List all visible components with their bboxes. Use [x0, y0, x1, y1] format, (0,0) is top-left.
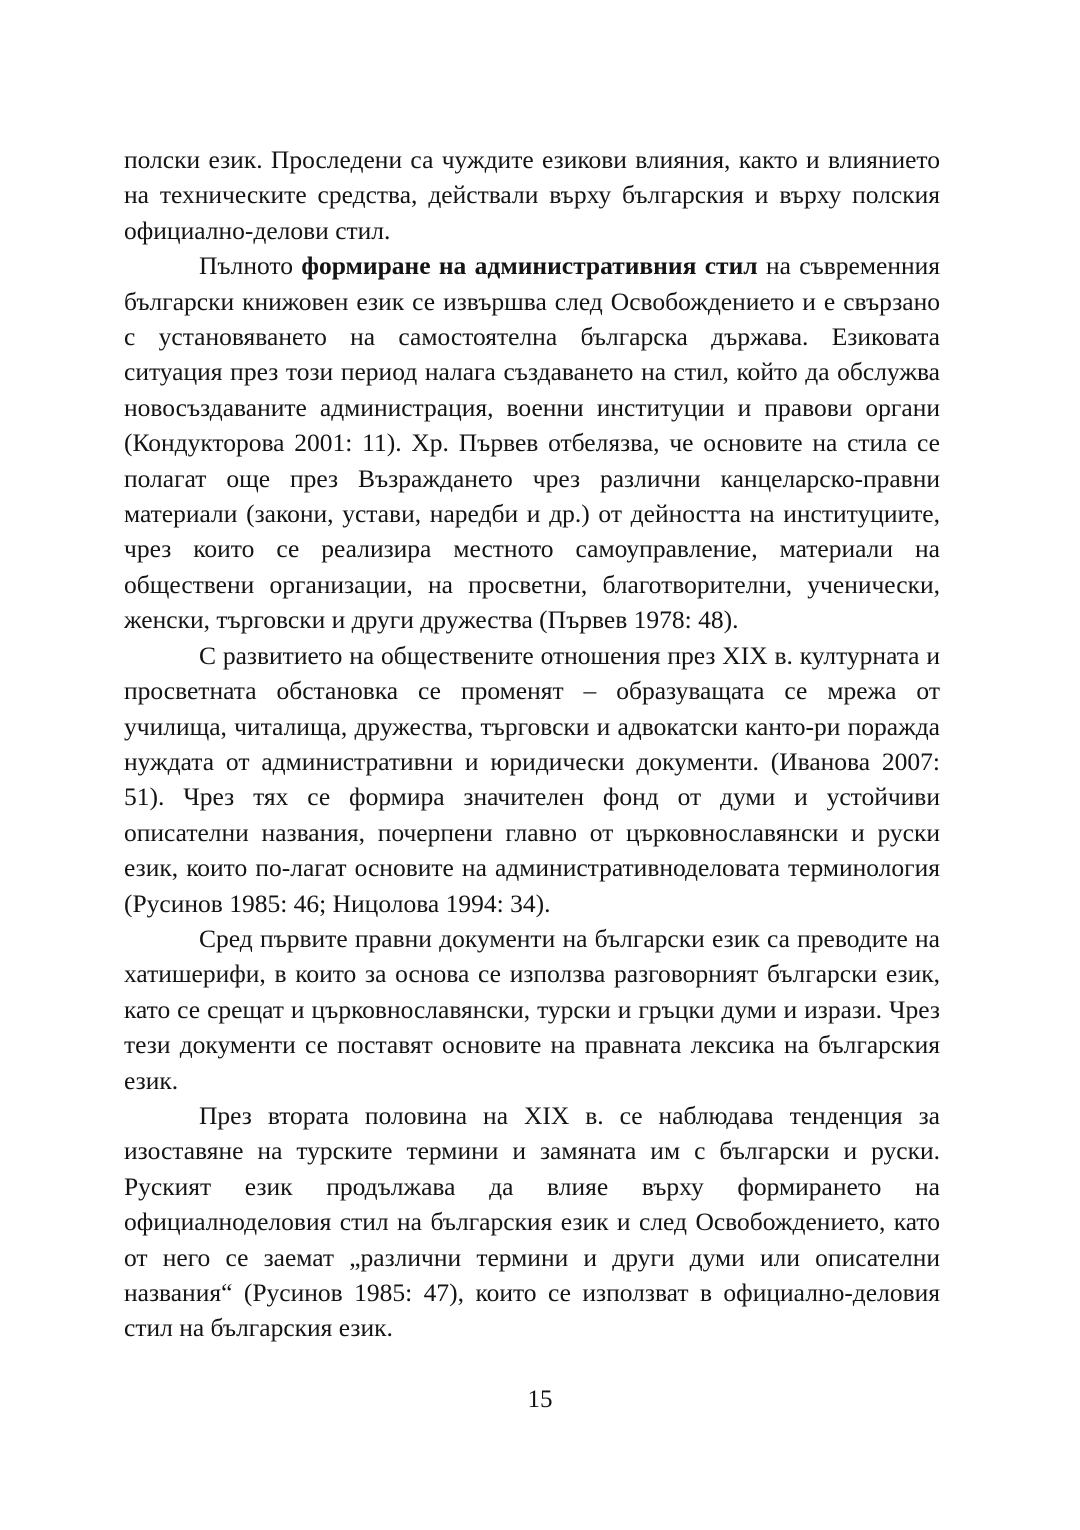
paragraph-continuation: полски език. Проследени са чуждите езикови влияния, както и влиянието на техническите средства, действали върху българския и върху полския официално-делови стил. — [124, 145, 940, 245]
paragraph-social-relations: С развитието на обществените отношения през XIX в. културната и просветната обстановка се променят – образуващата се мрежа от училища, читалища, дружества, търговски и адвокатски канто-ри поражда нуждата от административни и юридически документи. (Иванова 2007: 51). Чрез тях се формира значителен фонд от думи и устойчиви описателни названия, почерпени главно от църковнославянски и руски език, които по-лагат основите на административноделовата терминология (Русинов 1985: 46; Ницолова 1994: 34). — [124, 640, 940, 918]
paragraph-legal-documents: Сред първите правни документи на български език са преводите на хатишерифи, в които за основа се използва разговорният български език, като се срещат и църковнославянски, турски и гръцки думи и изрази. Чрез тези документи се поставят основите на правната лексика на българския език. — [124, 923, 940, 1095]
paragraph-second-half-xix: През втората половина на XIX в. се наблюдава тенденция за изоставяне на турските термини и замяната им с български и руски. Руският език продължава да влияе върху формирането на официалноделовия стил на българския език и след Освобождението, като от него се заемат „различни термини и други думи или описателни названия“ (Русинов 1985: 47), които се използват в официално-деловия стил на българския език. — [124, 1100, 940, 1343]
paragraph-lead: Пълното — [199, 251, 302, 281]
page-number: 15 — [527, 1386, 553, 1413]
bold-term: формиране на административния стил — [301, 251, 758, 281]
body-text — [124, 142, 940, 1346]
paragraph-rest: на съвременния български книжовен език се извършва след Освобождението и е свързано с установяването на самостоятелна българска държава. Езиковата ситуация през този период налага създаването на стил, който да обслужва новосъздаваните администрация, военни институции и правови органи (Кондукторова 2001: 11). Хр. Първев отбелязва, че основите на стила се полагат още през Възраждането чрез различни канцеларско-правни материали (закони, устави, наредби и др.) от дейността на институциите, чрез които се реализира местното самоуправление, материали на обществени организации, на просветни, благотворителни, ученически, женски, търговски и други дружества (Първев 1978: 48). — [124, 251, 941, 635]
paragraph-administrative-style — [124, 248, 940, 637]
